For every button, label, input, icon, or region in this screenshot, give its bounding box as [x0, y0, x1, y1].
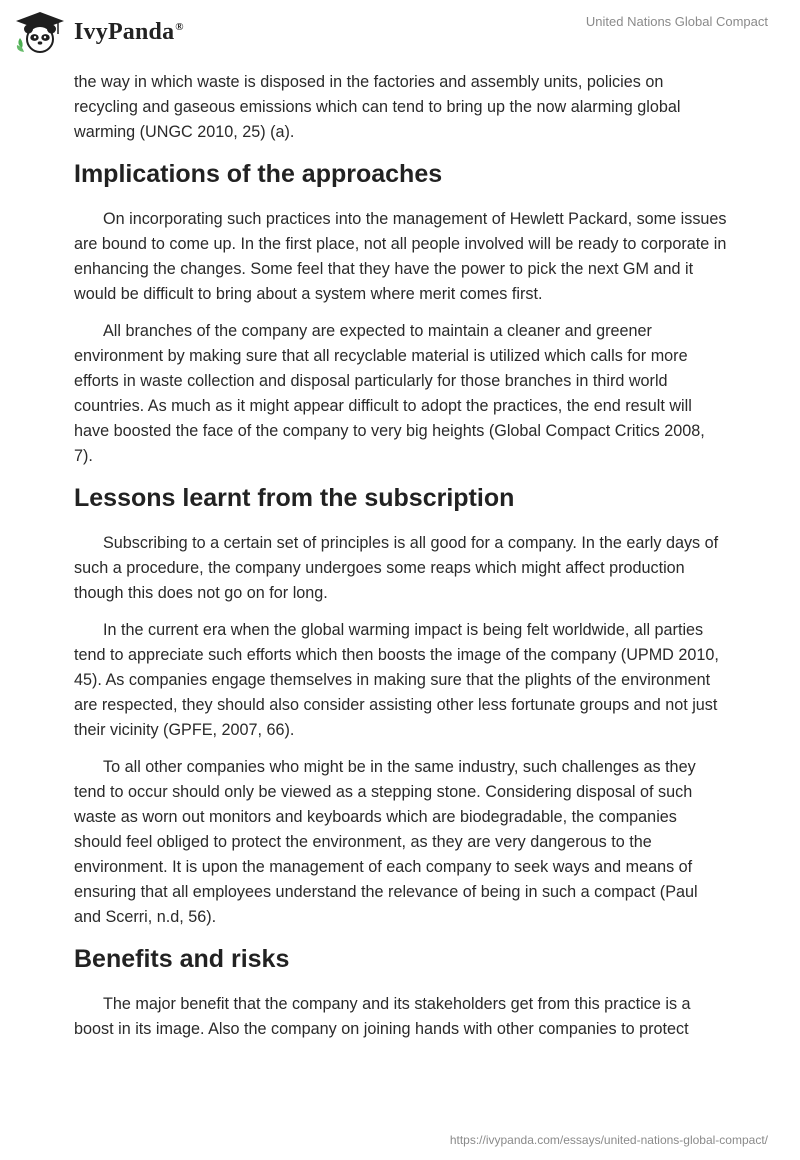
source-url[interactable]: https://ivypanda.com/essays/united-nations-global-compact/	[449, 1133, 768, 1147]
document-title: United Nations Global Compact	[585, 14, 768, 29]
essay-content	[74, 70, 728, 1054]
paragraph: All branches of the company are expected to maintain a cleaner and greener environment by making sure that all recyclable material is utilized which calls for more efforts in waste collection and disposal particularly for those branches in third world countries. As much as it might appear difficult to adopt the practices, the end result will have boosted the face of the company to very big heights (Global Compact Critics 2008, 7).	[74, 322, 705, 465]
heading-lessons: Lessons learnt from the subscription	[74, 484, 515, 512]
paragraph-continued: the way in which waste is disposed in the factories and assembly units, policies on recycling and gaseous emissions which can tend to bring up the now alarming global warming (UNGC 2010, 25) (a).	[74, 73, 681, 141]
heading-benefits: Benefits and risks	[74, 945, 290, 973]
paragraph: To all other companies who might be in the same industry, such challenges as they tend to occur should only be viewed as a stepping stone. Considering disposal of such waste as worn out monitors and keyboards which are biodegradable, the companies should feel obliged to protect the environment, as they are very dangerous to the environment. It is upon the management of each company to seek ways and means of ensuring that all employees understand the relevance of being in such a compact (Paul and Scerri, n.d, 56).	[74, 758, 698, 926]
ivypanda-logo[interactable]	[14, 10, 184, 54]
paragraph: The major benefit that the company and its stakeholders get from this practice is a boost in its image. Also the company on joining hands with other companies to protect	[74, 995, 691, 1038]
paragraph: Subscribing to a certain set of principles is all good for a company. In the early days of such a procedure, the company undergoes some reaps which might affect production though this does not go on for long.	[74, 534, 719, 602]
brand-name: IvyPanda®	[74, 18, 184, 45]
panda-graduate-icon	[14, 10, 66, 54]
registered-mark: ®	[175, 20, 184, 33]
page-header	[0, 0, 800, 70]
paragraph: In the current era when the global warming impact is being felt worldwide, all parties tend to appreciate such efforts which then boosts the image of the company (UPMD 2010, 45). As companies engage themselves in making sure that the plights of the environment are respected, they should also consider assisting other less fortunate groups and not just their vicinity (GPFE, 2007, 66).	[74, 621, 719, 739]
paragraph: On incorporating such practices into the management of Hewlett Packard, some issues are bound to come up. In the first place, not all people involved will be ready to corporate in enhancing the changes. Some feel that they have the power to pick the next GM and it would be difficult to bring about a system where merit comes first.	[74, 210, 727, 303]
heading-implications: Implications of the approaches	[74, 160, 443, 188]
